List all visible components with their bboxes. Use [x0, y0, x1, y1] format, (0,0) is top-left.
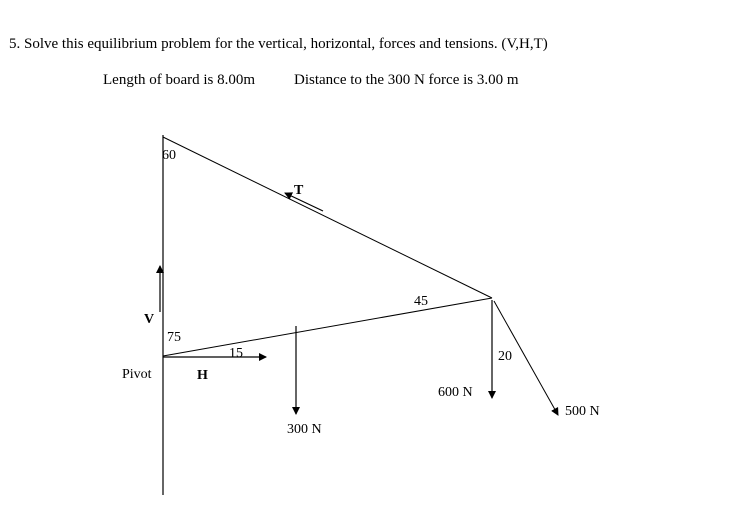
force-600-label: 600 N	[438, 385, 473, 400]
vertical-force-label: V	[144, 312, 155, 327]
tension-arrow	[285, 193, 323, 211]
given-board-length: Length of board is 8.00m	[103, 72, 256, 88]
angle-right-top-label: 45	[414, 294, 428, 309]
angle-rope-label: 20	[498, 349, 512, 364]
angle-top-label: 60	[162, 148, 176, 163]
tension-cable	[163, 137, 492, 298]
board-line	[163, 298, 492, 356]
tension-label: T	[294, 183, 304, 198]
pivot-label: Pivot	[122, 367, 152, 382]
horizontal-force-label: H	[197, 368, 208, 383]
force-300-label: 300 N	[287, 422, 322, 437]
problem-statement: 5. Solve this equilibrium problem for the vertical, horizontal, forces and tensions. (V,H,T)	[9, 36, 548, 52]
angle-small-label: 15	[229, 346, 243, 361]
force-500-label: 500 N	[565, 404, 600, 419]
angle-pivot-label: 75	[167, 330, 181, 345]
given-force-distance: Distance to the 300 N force is 3.00 m	[294, 72, 519, 88]
